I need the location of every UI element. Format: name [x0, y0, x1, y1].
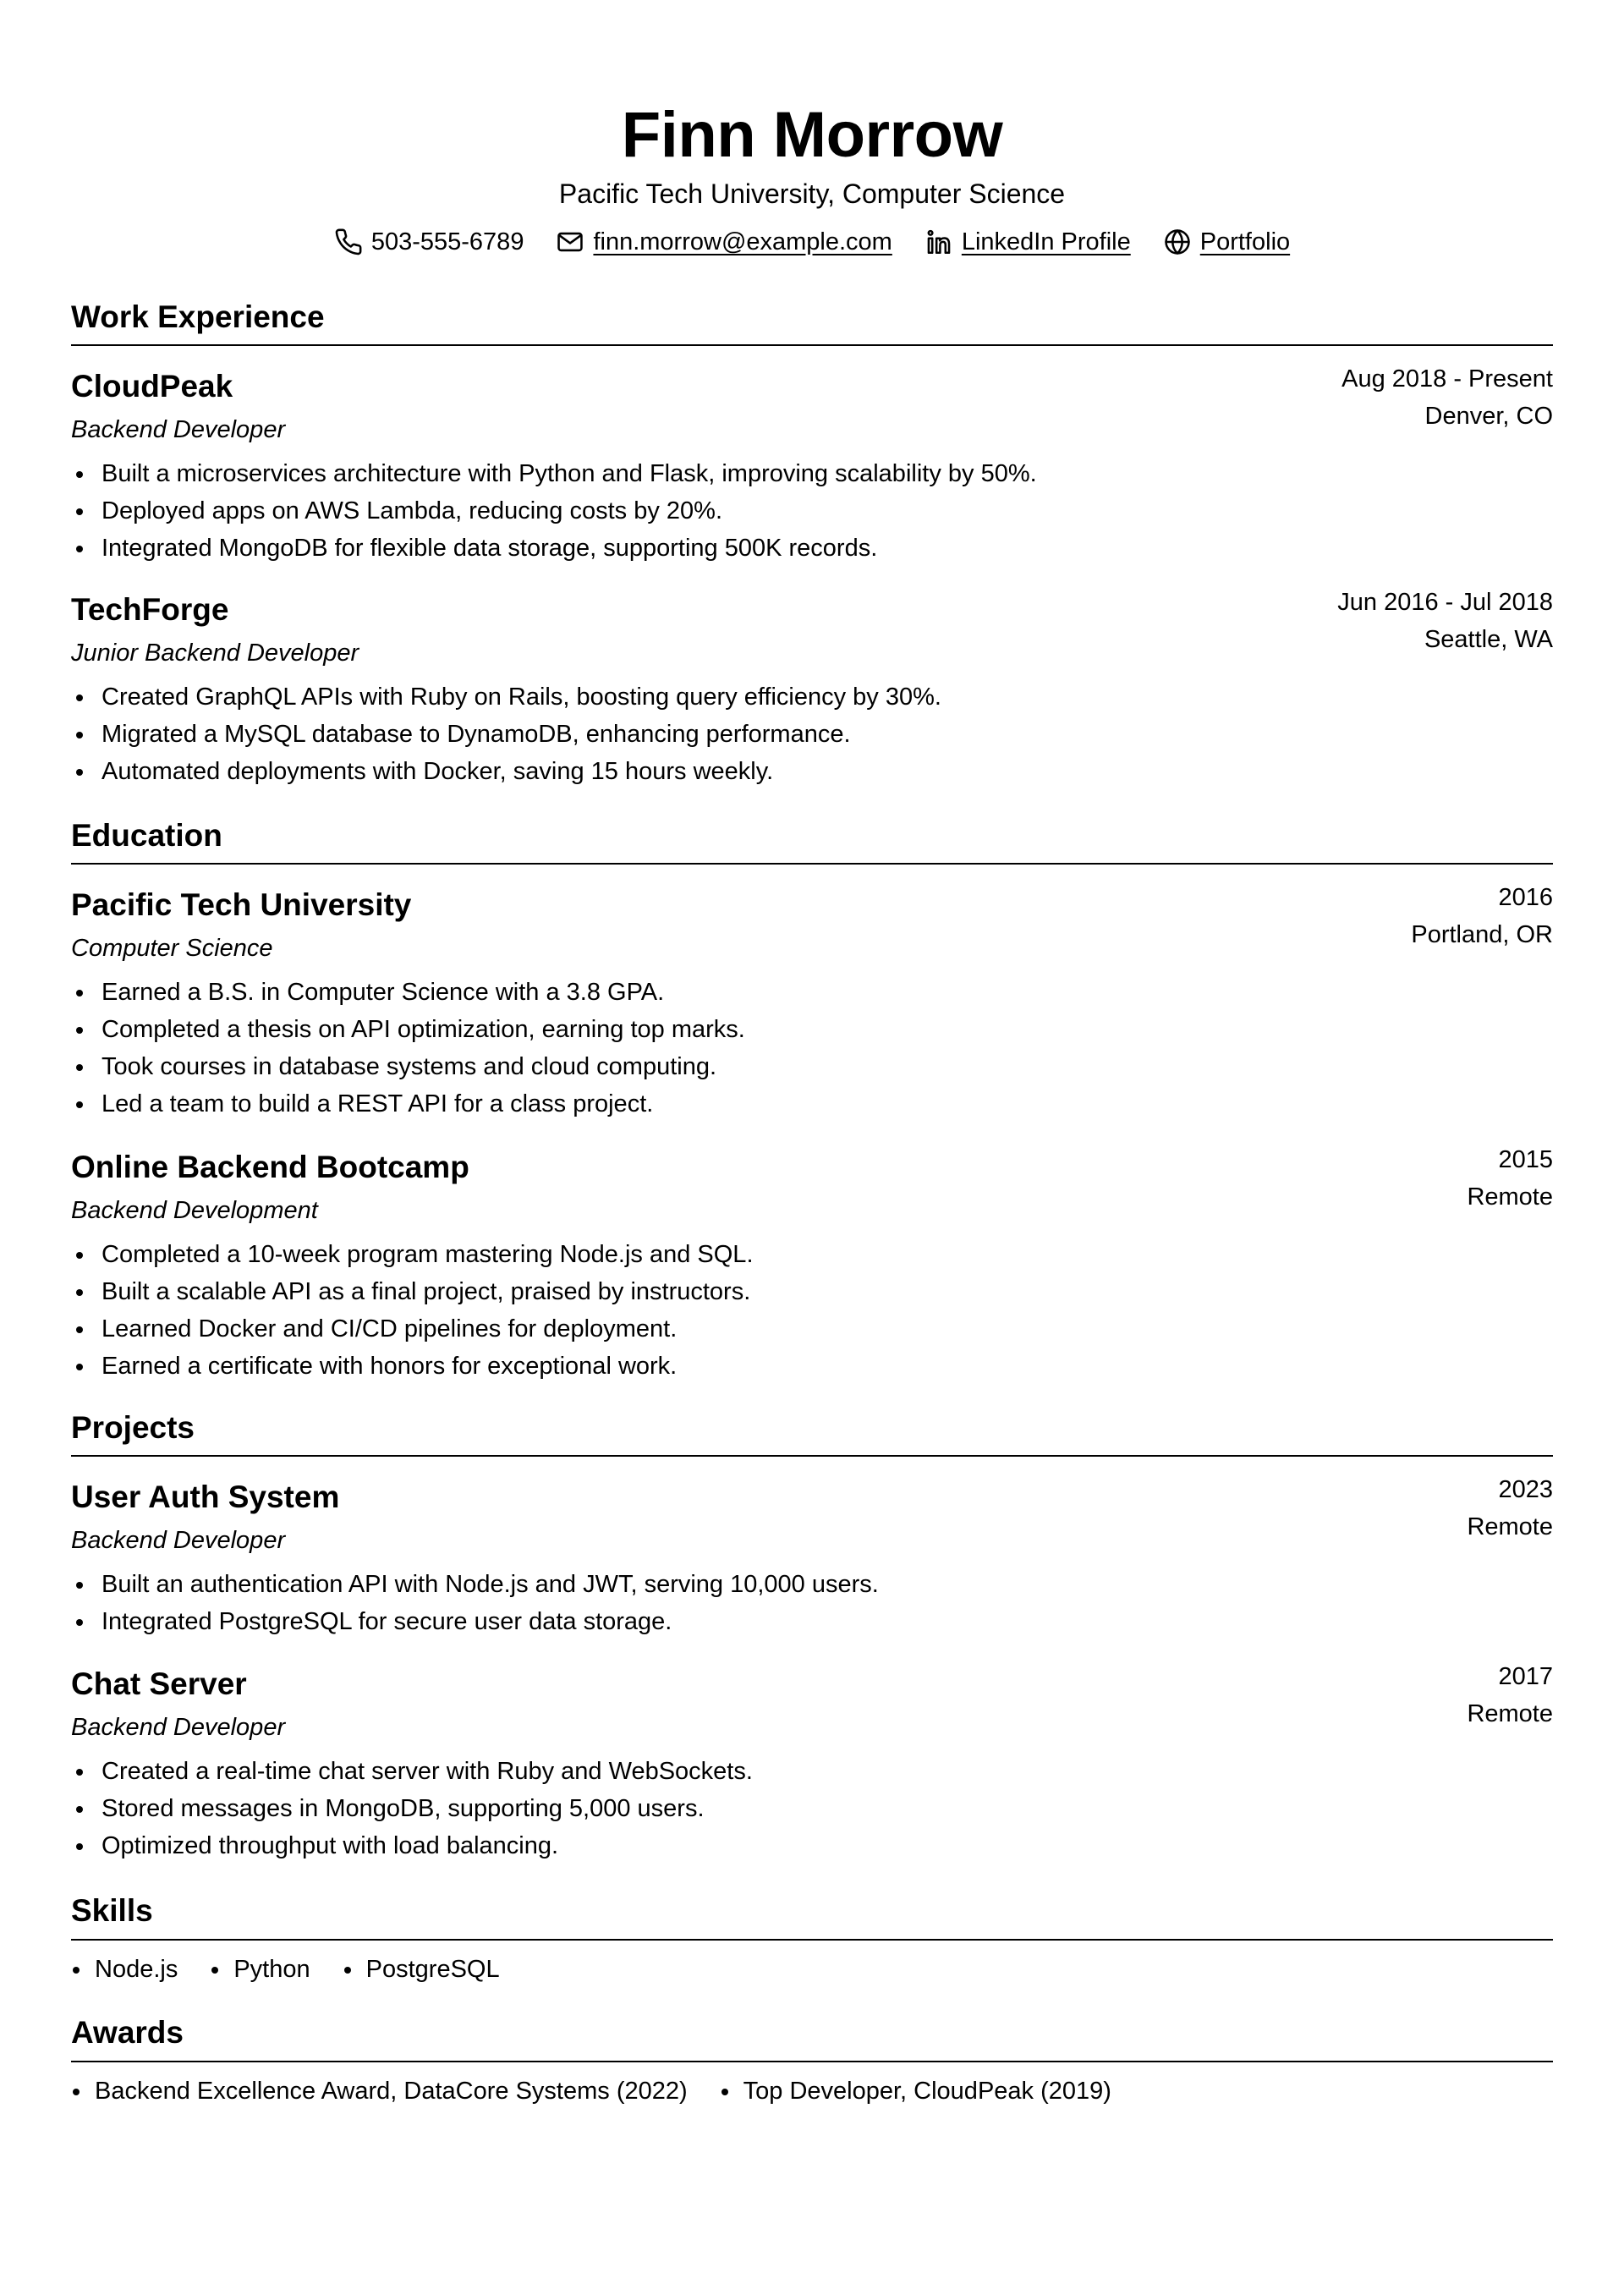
entry-date: Jun 2016 - Jul 2018 [1337, 589, 1553, 616]
candidate-subtitle: Pacific Tech University, Computer Science [558, 178, 1066, 209]
entry-date: 2015 [1498, 1146, 1553, 1173]
list-item: Led a team to build a REST API for a class project. [71, 1085, 745, 1123]
contact-email[interactable] [556, 223, 892, 261]
list-item: Earned a B.S. in Computer Science with a 3.8 GPA. [71, 974, 745, 1011]
list-item: Created a real-time chat server with Ruby and WebSockets. [71, 1753, 753, 1790]
list-item: Created GraphQL APIs with Ruby on Rails, boosting query efficiency by 30%. [71, 678, 941, 716]
globe-icon [1163, 228, 1192, 256]
entry-role: Backend Developer [71, 416, 286, 443]
entry-bullets [71, 455, 1037, 567]
email-link[interactable]: finn.morrow@example.com [593, 228, 892, 255]
skill-item: PostgreSQL [343, 1951, 500, 1988]
entry-location: Denver, CO [1424, 403, 1553, 430]
list-item: Built a microservices architecture with Python and Flask, improving scalability by 50%. [71, 455, 1037, 492]
section-divider [71, 344, 1553, 346]
entry-meta [1411, 879, 1553, 953]
section-title-projects: Projects [71, 1410, 195, 1445]
list-item: Built a scalable API as a final project, praised by instructors. [71, 1273, 754, 1310]
list-item: Took courses in database systems and cloud computing. [71, 1048, 745, 1085]
entry-field: Computer Science [71, 935, 273, 962]
linkedin-link[interactable]: LinkedIn Profile [961, 228, 1131, 255]
skills-list [71, 1951, 500, 1988]
section-title-education: Education [71, 818, 222, 853]
awards-list [71, 2073, 1111, 2110]
list-item: Automated deployments with Docker, saving 15 hours weekly. [71, 753, 941, 790]
entry-date: 2017 [1498, 1663, 1553, 1690]
contact-portfolio[interactable] [1163, 223, 1290, 261]
entry-bullets [71, 1566, 879, 1640]
entry-project-name: Chat Server [71, 1666, 247, 1701]
entry-location: Remote [1467, 1183, 1553, 1211]
list-item: Deployed apps on AWS Lambda, reducing costs by 20%. [71, 492, 1037, 530]
entry-date: 2023 [1498, 1476, 1553, 1503]
award-item: Top Developer, CloudPeak (2019) [720, 2073, 1111, 2110]
entry-location: Portland, OR [1411, 921, 1553, 948]
contact-linkedin[interactable] [924, 223, 1131, 261]
entry-meta [1467, 1471, 1553, 1546]
list-item: Built an authentication API with Node.js and JWT, serving 10,000 users. [71, 1566, 879, 1603]
entry-school: Online Backend Bootcamp [71, 1150, 469, 1184]
entry-field: Backend Development [71, 1197, 318, 1224]
list-item: Completed a 10-week program mastering Node.js and SQL. [71, 1236, 754, 1273]
section-divider [71, 863, 1553, 865]
entry-project-name: User Auth System [71, 1480, 340, 1514]
list-item: Migrated a MySQL database to DynamoDB, enhancing performance. [71, 716, 941, 753]
entry-bullets [71, 1236, 754, 1385]
mail-icon [556, 228, 584, 256]
entry-role: Junior Backend Developer [71, 640, 359, 667]
entry-school: Pacific Tech University [71, 887, 412, 922]
contact-bar [71, 223, 1553, 261]
section-divider [71, 2061, 1553, 2062]
entry-date: 2016 [1498, 884, 1553, 911]
list-item: Optimized throughput with load balancing. [71, 1827, 753, 1864]
contact-phone[interactable] [334, 223, 524, 261]
entry-meta [1337, 584, 1553, 658]
skill-item: Node.js [71, 1951, 178, 1988]
list-item: Stored messages in MongoDB, supporting 5,000 users. [71, 1790, 753, 1827]
linkedin-icon [924, 228, 953, 256]
section-divider [71, 1939, 1553, 1941]
list-item: Integrated PostgreSQL for secure user data storage. [71, 1603, 879, 1640]
phone-text: 503-555-6789 [370, 228, 524, 255]
section-title-work: Work Experience [71, 299, 325, 334]
entry-role: Backend Developer [71, 1714, 286, 1741]
list-item: Learned Docker and CI/CD pipelines for deployment. [71, 1310, 754, 1348]
entry-bullets [71, 1753, 753, 1864]
candidate-name: Finn Morrow [621, 99, 1003, 171]
award-item: Backend Excellence Award, DataCore Systems (2022) [71, 2073, 688, 2110]
entry-meta [1467, 1658, 1553, 1732]
entry-location: Remote [1467, 1700, 1553, 1727]
list-item: Integrated MongoDB for flexible data storage, supporting 500K records. [71, 530, 1037, 567]
entry-location: Seattle, WA [1424, 626, 1553, 653]
section-title-skills: Skills [71, 1893, 153, 1928]
entry-bullets [71, 974, 745, 1123]
entry-meta [1341, 360, 1553, 435]
list-item: Completed a thesis on API optimization, earning top marks. [71, 1011, 745, 1048]
section-divider [71, 1455, 1553, 1457]
entry-date: Aug 2018 - Present [1341, 365, 1553, 393]
section-title-awards: Awards [71, 2015, 184, 2050]
entry-company: CloudPeak [71, 369, 233, 404]
entry-meta [1467, 1141, 1553, 1216]
entry-role: Backend Developer [71, 1527, 286, 1554]
phone-icon [334, 228, 363, 256]
entry-location: Remote [1467, 1513, 1553, 1540]
portfolio-link[interactable]: Portfolio [1199, 228, 1291, 255]
list-item: Earned a certificate with honors for exceptional work. [71, 1348, 754, 1385]
skill-item: Python [210, 1951, 310, 1988]
entry-bullets [71, 678, 941, 790]
entry-company: TechForge [71, 592, 229, 627]
